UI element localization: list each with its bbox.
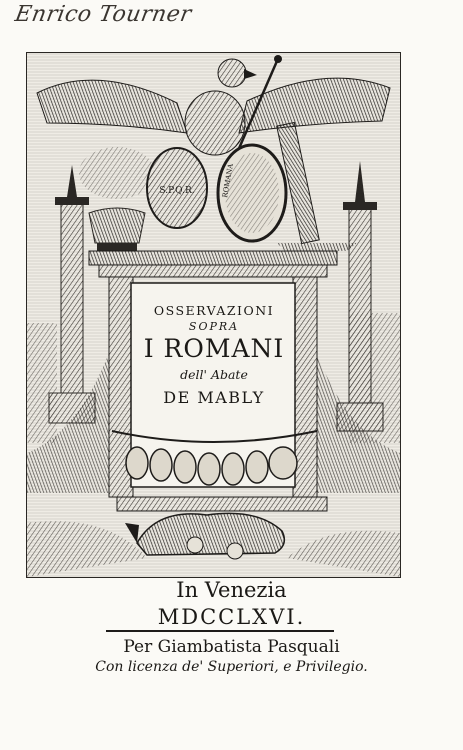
roma-medallion	[218, 145, 286, 241]
spqr-shield	[147, 148, 207, 228]
imprint-printer: Per Giambatista Pasquali	[123, 637, 340, 657]
title-panel	[134, 287, 294, 483]
left-building	[27, 323, 57, 443]
pedestal-base	[117, 497, 327, 511]
imprint-rule	[106, 630, 334, 632]
handwritten-owner-inscription: Enrico Tourner	[13, 2, 194, 27]
shield-legend: S.P.Q.R.	[159, 186, 195, 196]
engraved-frontispiece	[26, 52, 401, 578]
title-line-sopra: SOPRA	[188, 320, 240, 333]
title-line-observations: OSSERVAZIONI	[153, 303, 275, 318]
title-line-romani: I ROMANI	[143, 334, 285, 363]
imprint-year: MDCCLXVI.	[157, 605, 306, 629]
medallion-legend: ROMANA	[221, 163, 235, 199]
imprint-place: In Venezia	[176, 578, 287, 602]
author-name: DE MABLY	[163, 388, 265, 407]
imprint-license: Con licenza de' Superiori, e Privilegio.	[95, 659, 368, 675]
title-line-abate: dell' Abate	[180, 367, 248, 382]
